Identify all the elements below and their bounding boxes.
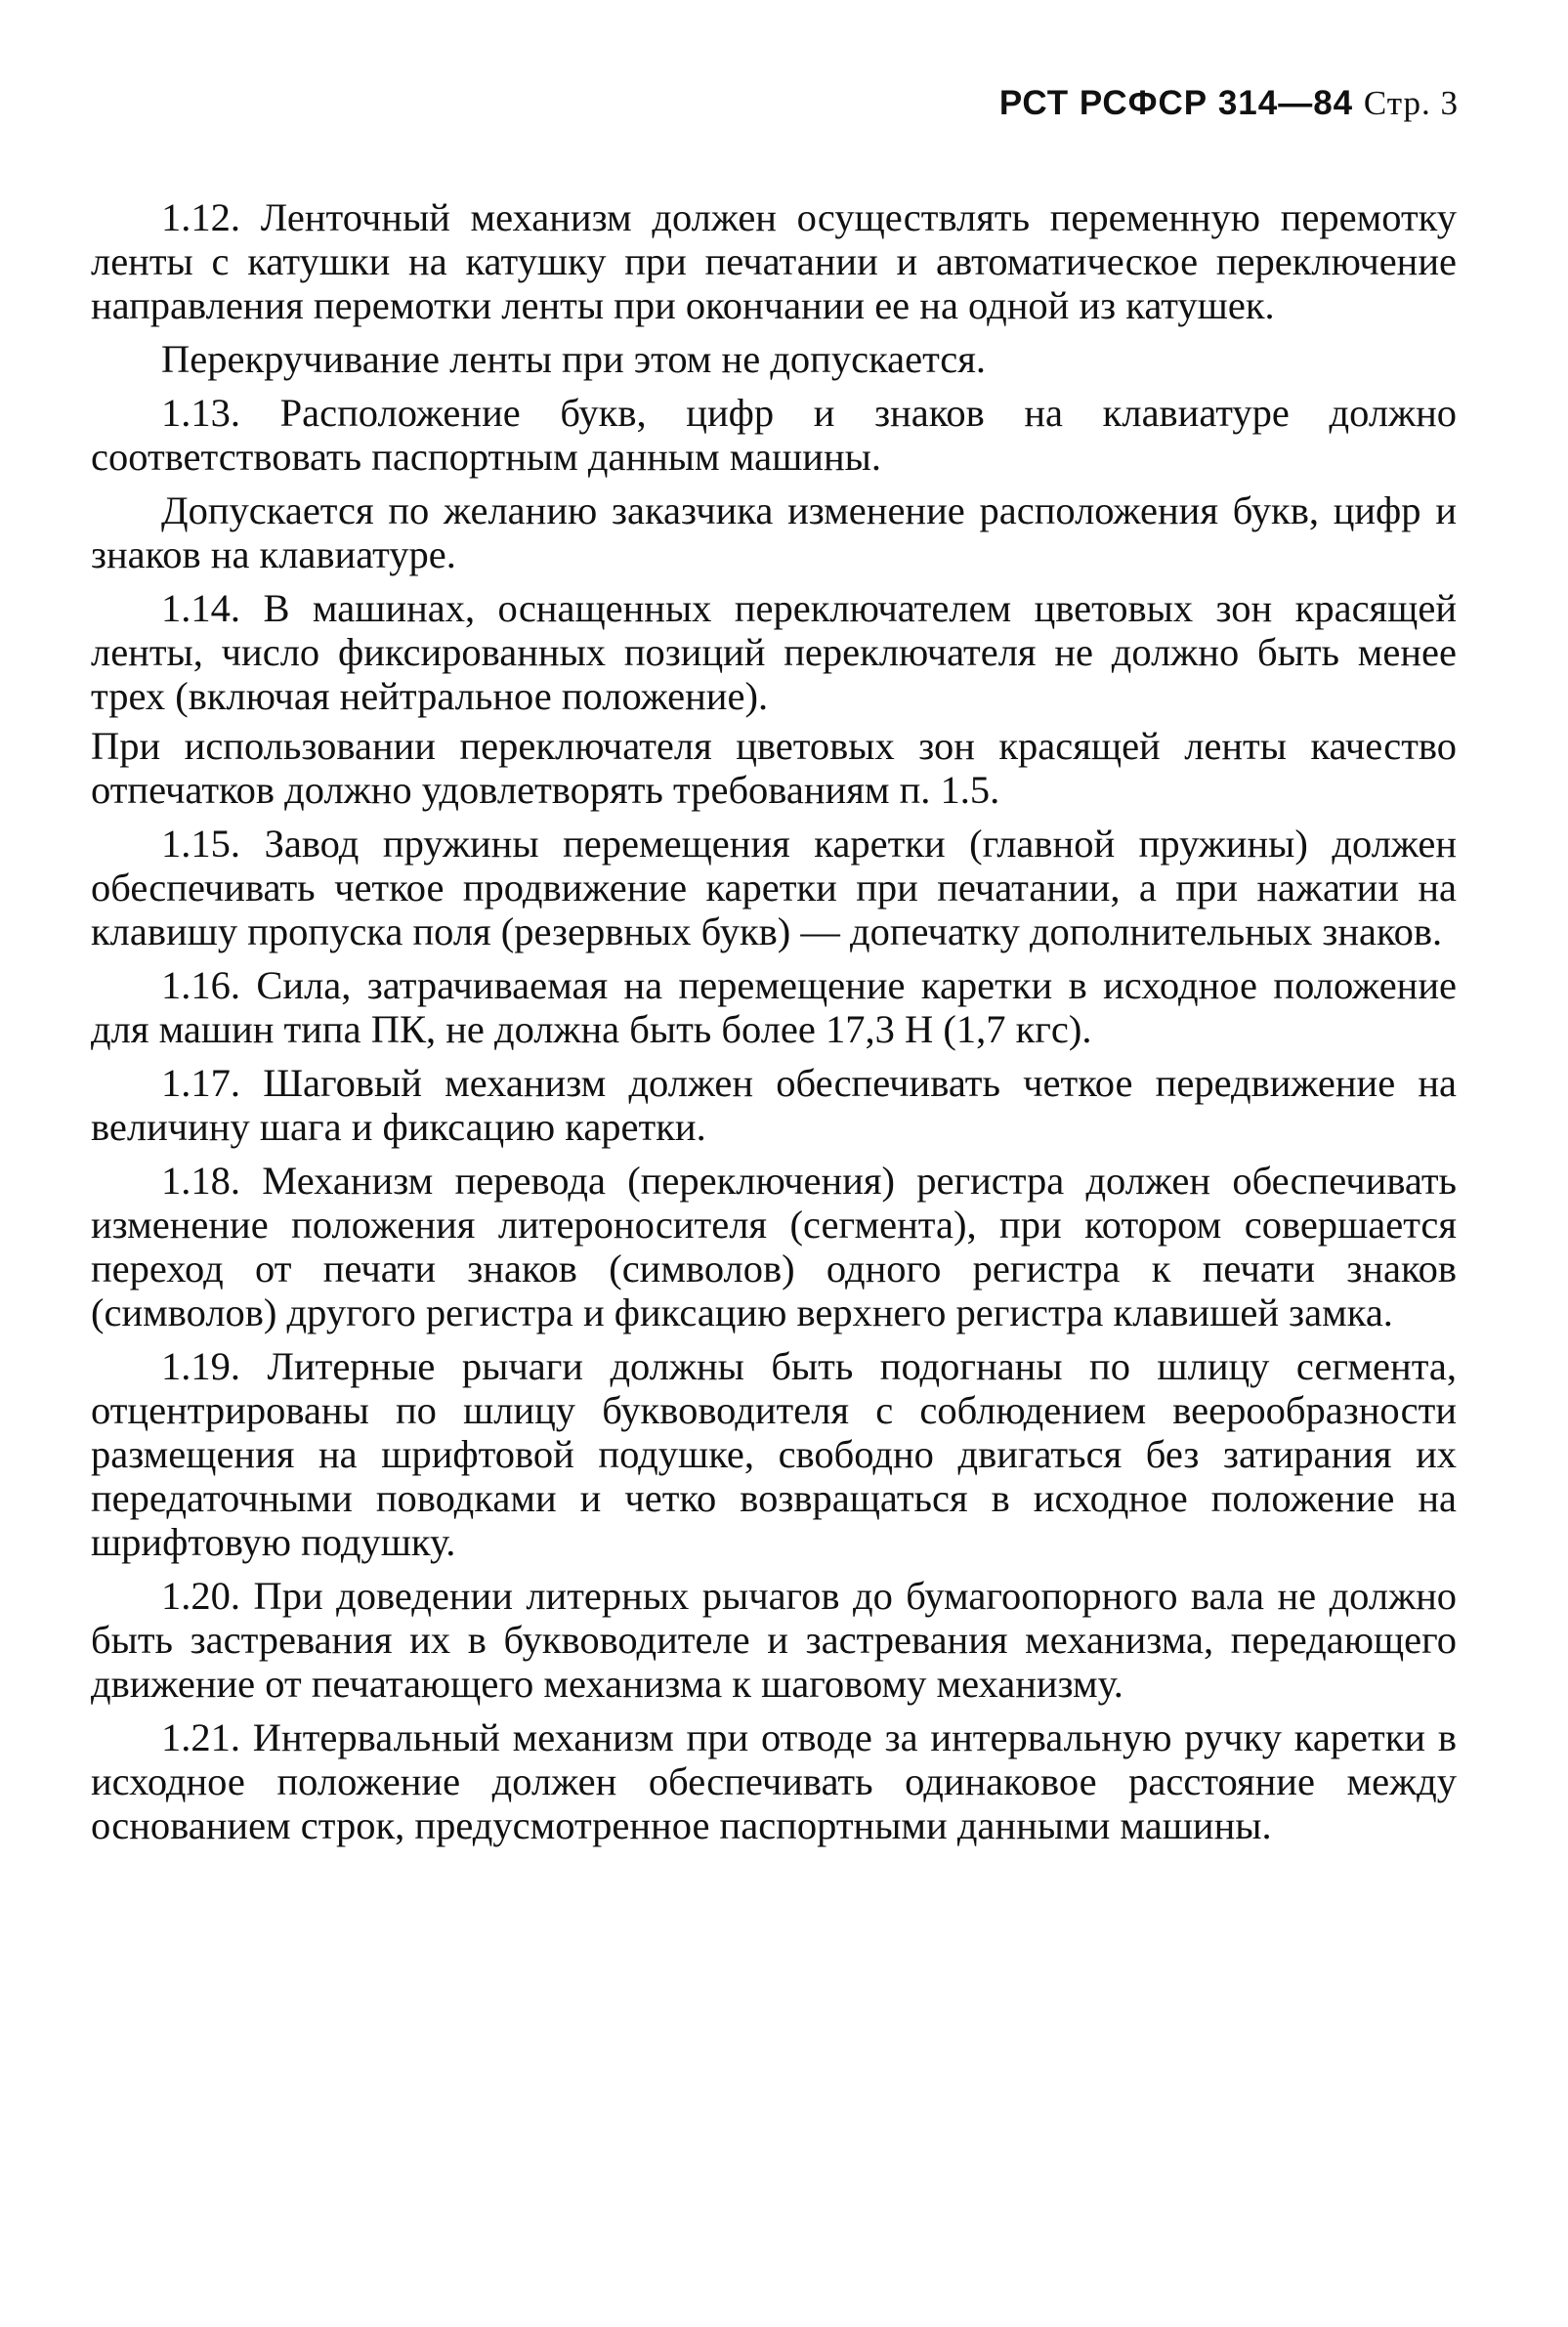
clause-number: 1.19. [161, 1344, 240, 1388]
clause-1-19 [91, 1344, 1457, 1564]
clause-number: 1.15. [161, 822, 240, 866]
clause-text: Сила, затрачиваемая на перемещение каретки в исходное положение для машин типа ПК, не должна быть более 17,3 Н (1,7 кгс). [91, 963, 1458, 1051]
clause-1-17 [91, 1061, 1457, 1149]
clause-1-18 [91, 1159, 1457, 1334]
clause-number: 1.12. [161, 195, 240, 239]
page-header [999, 84, 1459, 123]
clause-text: При использовании переключателя цветовых зон красящей ленты качество отпечатков должно удовлетворять требованиям п. 1.5. [91, 724, 1457, 812]
clause-text: В машинах, оснащенных переключателем цветовых зон красящей ленты, число фиксированных позиций переключателя не должно быть менее трех (включая нейтральное положение). [91, 586, 1458, 718]
clause-text: Перекручивание ленты при этом не допускается. [161, 337, 987, 381]
clause-1-13-note [91, 488, 1457, 576]
clause-text: Допускается по желанию заказчика изменение расположения букв, цифр и знаков на клавиатуре. [91, 488, 1457, 576]
document-body [91, 195, 1457, 1847]
clause-text: Шаговый механизм должен обеспечивать четкое передвижение на величину шага и фиксацию каретки. [91, 1061, 1458, 1149]
clause-text: Расположение букв, цифр и знаков на клавиатуре должно соответствовать паспортным данным машины. [91, 391, 1457, 479]
clause-1-13 [91, 391, 1457, 479]
clause-number: 1.17. [161, 1061, 240, 1105]
clause-text: Завод пружины перемещения каретки (главной пружины) должен обеспечивать четкое продвижение каретки при печатании, а при нажатии на клавишу пропуска поля (резервных букв) — допечатку дополнительных знаков. [91, 822, 1458, 953]
clause-1-12 [91, 195, 1457, 327]
clause-number: 1.20. [161, 1574, 240, 1618]
clause-1-16 [91, 963, 1457, 1051]
clause-text: Ленточный механизм должен осуществлять переменную перемотку ленты с катушки на катушку при печатании и автоматическое переключение направления перемотки ленты при окончании ее на одной из катушек. [91, 195, 1458, 327]
clause-1-20 [91, 1574, 1457, 1706]
clause-text: При доведении литерных рычагов до бумагоопорного вала не должно быть застревания их в буквоводителе и застревания механизма, передающего движение от печатающего механизма к шаговому механизму. [91, 1574, 1458, 1706]
clause-text: Механизм перевода (переключения) регистра должен обеспечивать изменение положения литероносителя (сегмента), при котором совершается переход от печати знаков (символов) одного регистра к печати знаков (символов) другого регистра и фиксацию верхнего регистра клавишей замка. [91, 1159, 1458, 1334]
clause-text: Интервальный механизм при отводе за интервальную ручку каретки в исходное положение должен обеспечивать одинаковое расстояние между основанием строк, предусмотренное паспортными данными машины. [91, 1715, 1457, 1847]
clause-1-21 [91, 1715, 1457, 1847]
clause-number: 1.18. [161, 1159, 240, 1203]
clause-number: 1.13. [161, 391, 240, 435]
clause-1-12-note [91, 337, 1457, 381]
clause-number: 1.21. [161, 1715, 240, 1759]
clause-text: Литерные рычаги должны быть подогнаны по шлицу сегмента, отцентрированы по шлицу буквоводителя с соблюдением веерообразности размещения на шрифтовой подушке, свободно двигаться без затирания их передаточными поводками и четко возвращаться в исходное положение на шрифтовую подушку. [91, 1344, 1457, 1564]
clause-number: 1.14. [161, 586, 240, 630]
clause-1-14-note [91, 724, 1457, 812]
page-number-label: Стр. 3 [1363, 84, 1459, 122]
standard-designation: РСТ РСФСР 314—84 [998, 84, 1354, 122]
clause-number: 1.16. [161, 963, 240, 1007]
clause-1-14 [91, 586, 1457, 718]
clause-1-15 [91, 822, 1457, 953]
